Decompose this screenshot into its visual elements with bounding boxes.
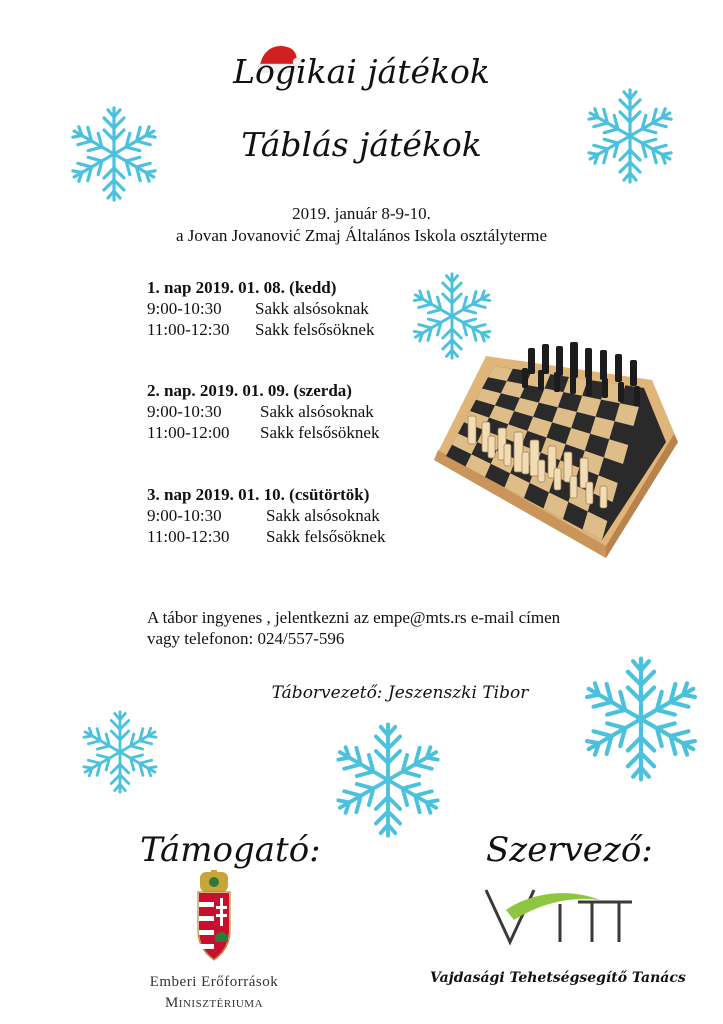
session-activity: Sakk felsősöknek [255,320,375,339]
session-time: 11:00-12:00 [147,423,230,442]
snowflake-icon [330,722,446,838]
session-time: 9:00-10:30 [147,299,222,318]
session-row [147,422,379,443]
session-time: 9:00-10:30 [147,506,222,525]
registration-info-line: A tábor ingyenes , jelentkezni az empe@mts.rs e-mail címen [147,608,561,627]
session-activity: Sakk felsősöknek [260,423,380,442]
camp-leader: Táborvezető: Jeszenszki Tibor [271,683,529,703]
organizer-name: Vajdasági Tehetségsegítő Tanács [430,970,686,986]
session-row [147,401,379,422]
session-row [147,505,385,526]
session-time: 9:00-10:30 [147,402,222,421]
ministry-name-line: Minisztériuma [164,995,264,1011]
ministry-name-line: Emberi Erőforrások [149,974,279,990]
snowflake-icon [578,656,704,782]
session-activity: Sakk alsósoknak [255,299,369,318]
chessboard-image [430,336,682,562]
session-row [147,526,385,547]
day-heading: 3. nap 2019. 01. 10. (csütörtök) [147,485,370,504]
supporter-label: Támogató: [140,830,321,870]
day-schedule [147,277,374,340]
session-time: 11:00-12:30 [147,527,230,546]
registration-info [147,607,560,649]
event-venue: a Jovan Jovanović Zmaj Általános Iskola osztályterme [175,226,548,245]
day-heading: 2. nap. 2019. 01. 09. (szerda) [147,381,352,400]
coat-of-arms-icon [194,870,234,966]
session-time: 11:00-12:30 [147,320,230,339]
page-subtitle: Táblás játékok [241,125,482,164]
page-title: Logikai játékok [233,52,490,91]
snowflake-icon [78,710,162,794]
organizer-label: Szervező: [486,830,653,870]
session-row [147,298,374,319]
session-row [147,319,374,340]
day-schedule [147,484,385,547]
event-date: 2019. január 8-9-10. [292,204,431,223]
registration-info-line: vagy telefonon: 024/557-596 [147,629,345,648]
day-heading: 1. nap 2019. 01. 08. (kedd) [147,278,337,297]
session-activity: Sakk alsósoknak [266,506,380,525]
ministry-name [134,972,294,1014]
vtt-logo [482,880,632,946]
day-schedule [147,380,379,443]
session-activity: Sakk alsósoknak [260,402,374,421]
session-activity: Sakk felsősöknek [266,527,386,546]
